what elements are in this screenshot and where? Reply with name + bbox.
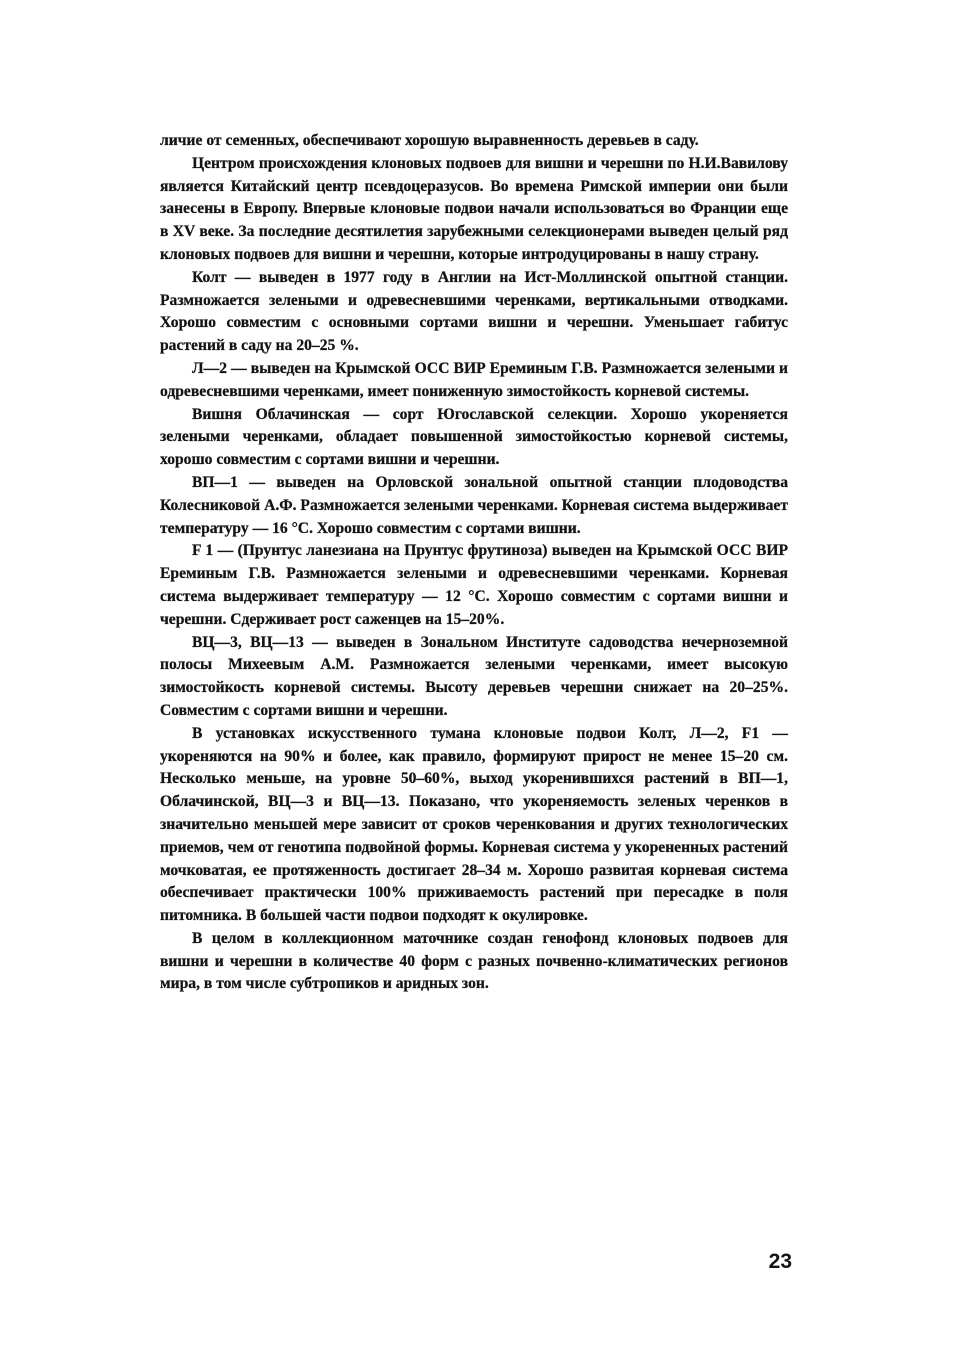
paragraph-f1: F 1 — (Прунтус ланезиана на Прунтус фрутиноза) выведен на Крымской ОСС ВИР Ереминым Г.В. Размножается зелеными и одревесневшими черенками. Корневая система выдерживает температуру — 12 °С. Хорошо совместим с сортами вишни и черешни. Сдерживает рост саженцев на 15–20%. — [160, 542, 788, 628]
paragraph-origin: Центром происхождения клоновых подвоев для вишни и черешни по Н.И.Вавилову является Китайский центр псевдоцеразусов. Во времена Римской империи они были занесены в Европу. Впервые клоновые подвои начали использоваться во Франции еще в XV веке. За последние десятилетия зарубежными селекционерами выведен целый ряд клоновых подвоев для вишни и черешни, которые интродуцированы в нашу страну. — [160, 154, 788, 263]
paragraph-vp1: ВП—1 — выведен на Орловской зональной опытной станции плодоводства Колесниковой А.Ф. Размножается зелеными черенками. Корневая система выдерживает температуру — 16 °С. Хорошо совместим с сортами вишни. — [160, 473, 788, 537]
paragraph-l2: Л—2 — выведен на Крымской ОСС ВИР Ереминым Г.В. Размножается зелеными и одревесневшими черенками, имеет пониженную зимостойкость корневой системы. — [160, 359, 788, 400]
paragraph-rooting: В установках искусственного тумана клоновые подвои Колт, Л—2, F1 — укореняются на 90% и более, как правило, формируют прирост не менее 15–20 см. Несколько меньше, на уровне 50–60%, выход укоренившихся растений в ВП—1, Облачинской, ВЦ—3 и ВЦ—13. Показано, что укореняемость зеленых черенков в значительно меньшей мере зависит от сроков черенкования и других технологических приемов, чем от генотипа подвойной формы. Корневая система у укорененных растений мочковатая, ее протяженность достигает 28–34 м. Хорошо развитая корневая система обеспечивает практически 100% приживаемость растений при пересадке в поля питомника. В большей части подвои подходят к окулировке. — [160, 724, 788, 925]
paragraph-oblachinskaya: Вишня Облачинская — сорт Югославской селекции. Хорошо укореняется зелеными черенками, обладает повышенной зимостойкостью корневой системы, хорошо совместим с сортами вишни и черешни. — [160, 405, 788, 469]
paragraph-kolt: Колт — выведен в 1977 году в Англии на Ист-Моллинской опытной станции. Размножается зелеными и одревесневшими черенками, вертикальными отводками. Хорошо совместим с основными сортами вишни и черешни. Уменьшает габитус растений в саду на 20–25 %. — [160, 268, 788, 355]
paragraph-continuation: личие от семенных, обеспечивают хорошую выравненность деревьев в саду. — [160, 132, 699, 149]
paragraph-conclusion: В целом в коллекционном маточнике создан генофонд клоновых подвоев для вишни и черешни в количестве 40 форм с разных почвенно-климатических регионов мира, в том числе субтропиков и аридных зон. — [160, 929, 788, 993]
paragraph-vc3-vc13: ВЦ—3, ВЦ—13 — выведен в Зональном Институте садоводства нечерноземной полосы Михеевым А.М. Размножается зелеными черенками, имеет высокую зимостойкость корневой системы. Высоту деревьев черешни снижает на 20–25%. Совместим с сортами вишни и черешни. — [160, 633, 788, 719]
body-text — [160, 130, 788, 996]
page-number: 23 — [768, 1250, 792, 1273]
